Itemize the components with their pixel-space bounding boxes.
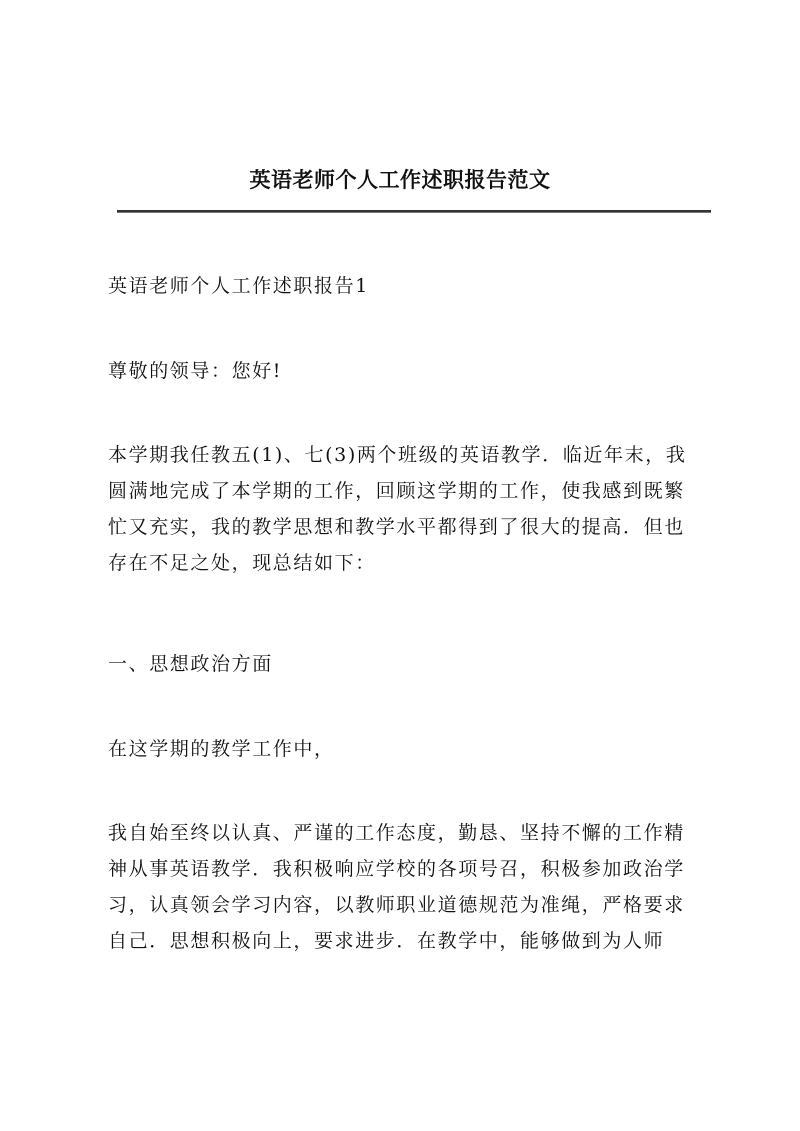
paragraph-line: 圆满地完成了本学期的工作，回顾这学期的工作，使我感到既繁 xyxy=(108,480,685,502)
paragraph-line: 我自始至终以认真、严谨的工作态度，勤恳、坚持不懈的工作精 xyxy=(108,822,685,844)
paragraph-line: 本学期我任教五(1)、七(3)两个班级的英语教学．临近年末，我 xyxy=(108,444,687,466)
paragraph-line: 神从事英语教学．我积极响应学校的各项号召，积极参加政治学 xyxy=(108,858,685,880)
intro-paragraph xyxy=(108,437,708,581)
salutation: 尊敬的领导：您好! xyxy=(108,360,283,382)
document-title: 英语老师个人工作述职报告范文 xyxy=(249,167,551,192)
section-heading: 一、思想政治方面 xyxy=(108,653,273,675)
report-heading: 英语老师个人工作述职报告1 xyxy=(108,275,369,297)
section-intro-line: 在这学期的教学工作中， xyxy=(108,738,335,760)
title-divider xyxy=(117,210,711,212)
paragraph-line: 自己．思想积极向上，要求进步．在教学中，能够做到为人师 xyxy=(108,930,665,952)
paragraph-line: 习，认真领会学习内容，以教师职业道德规范为准绳，严格要求 xyxy=(108,894,685,916)
paragraph-line: 忙又充实，我的教学思想和教学水平都得到了很大的提高．但也 xyxy=(108,516,685,538)
section-body-paragraph xyxy=(108,815,708,959)
paragraph-line: 存在不足之处，现总结如下： xyxy=(108,552,376,574)
